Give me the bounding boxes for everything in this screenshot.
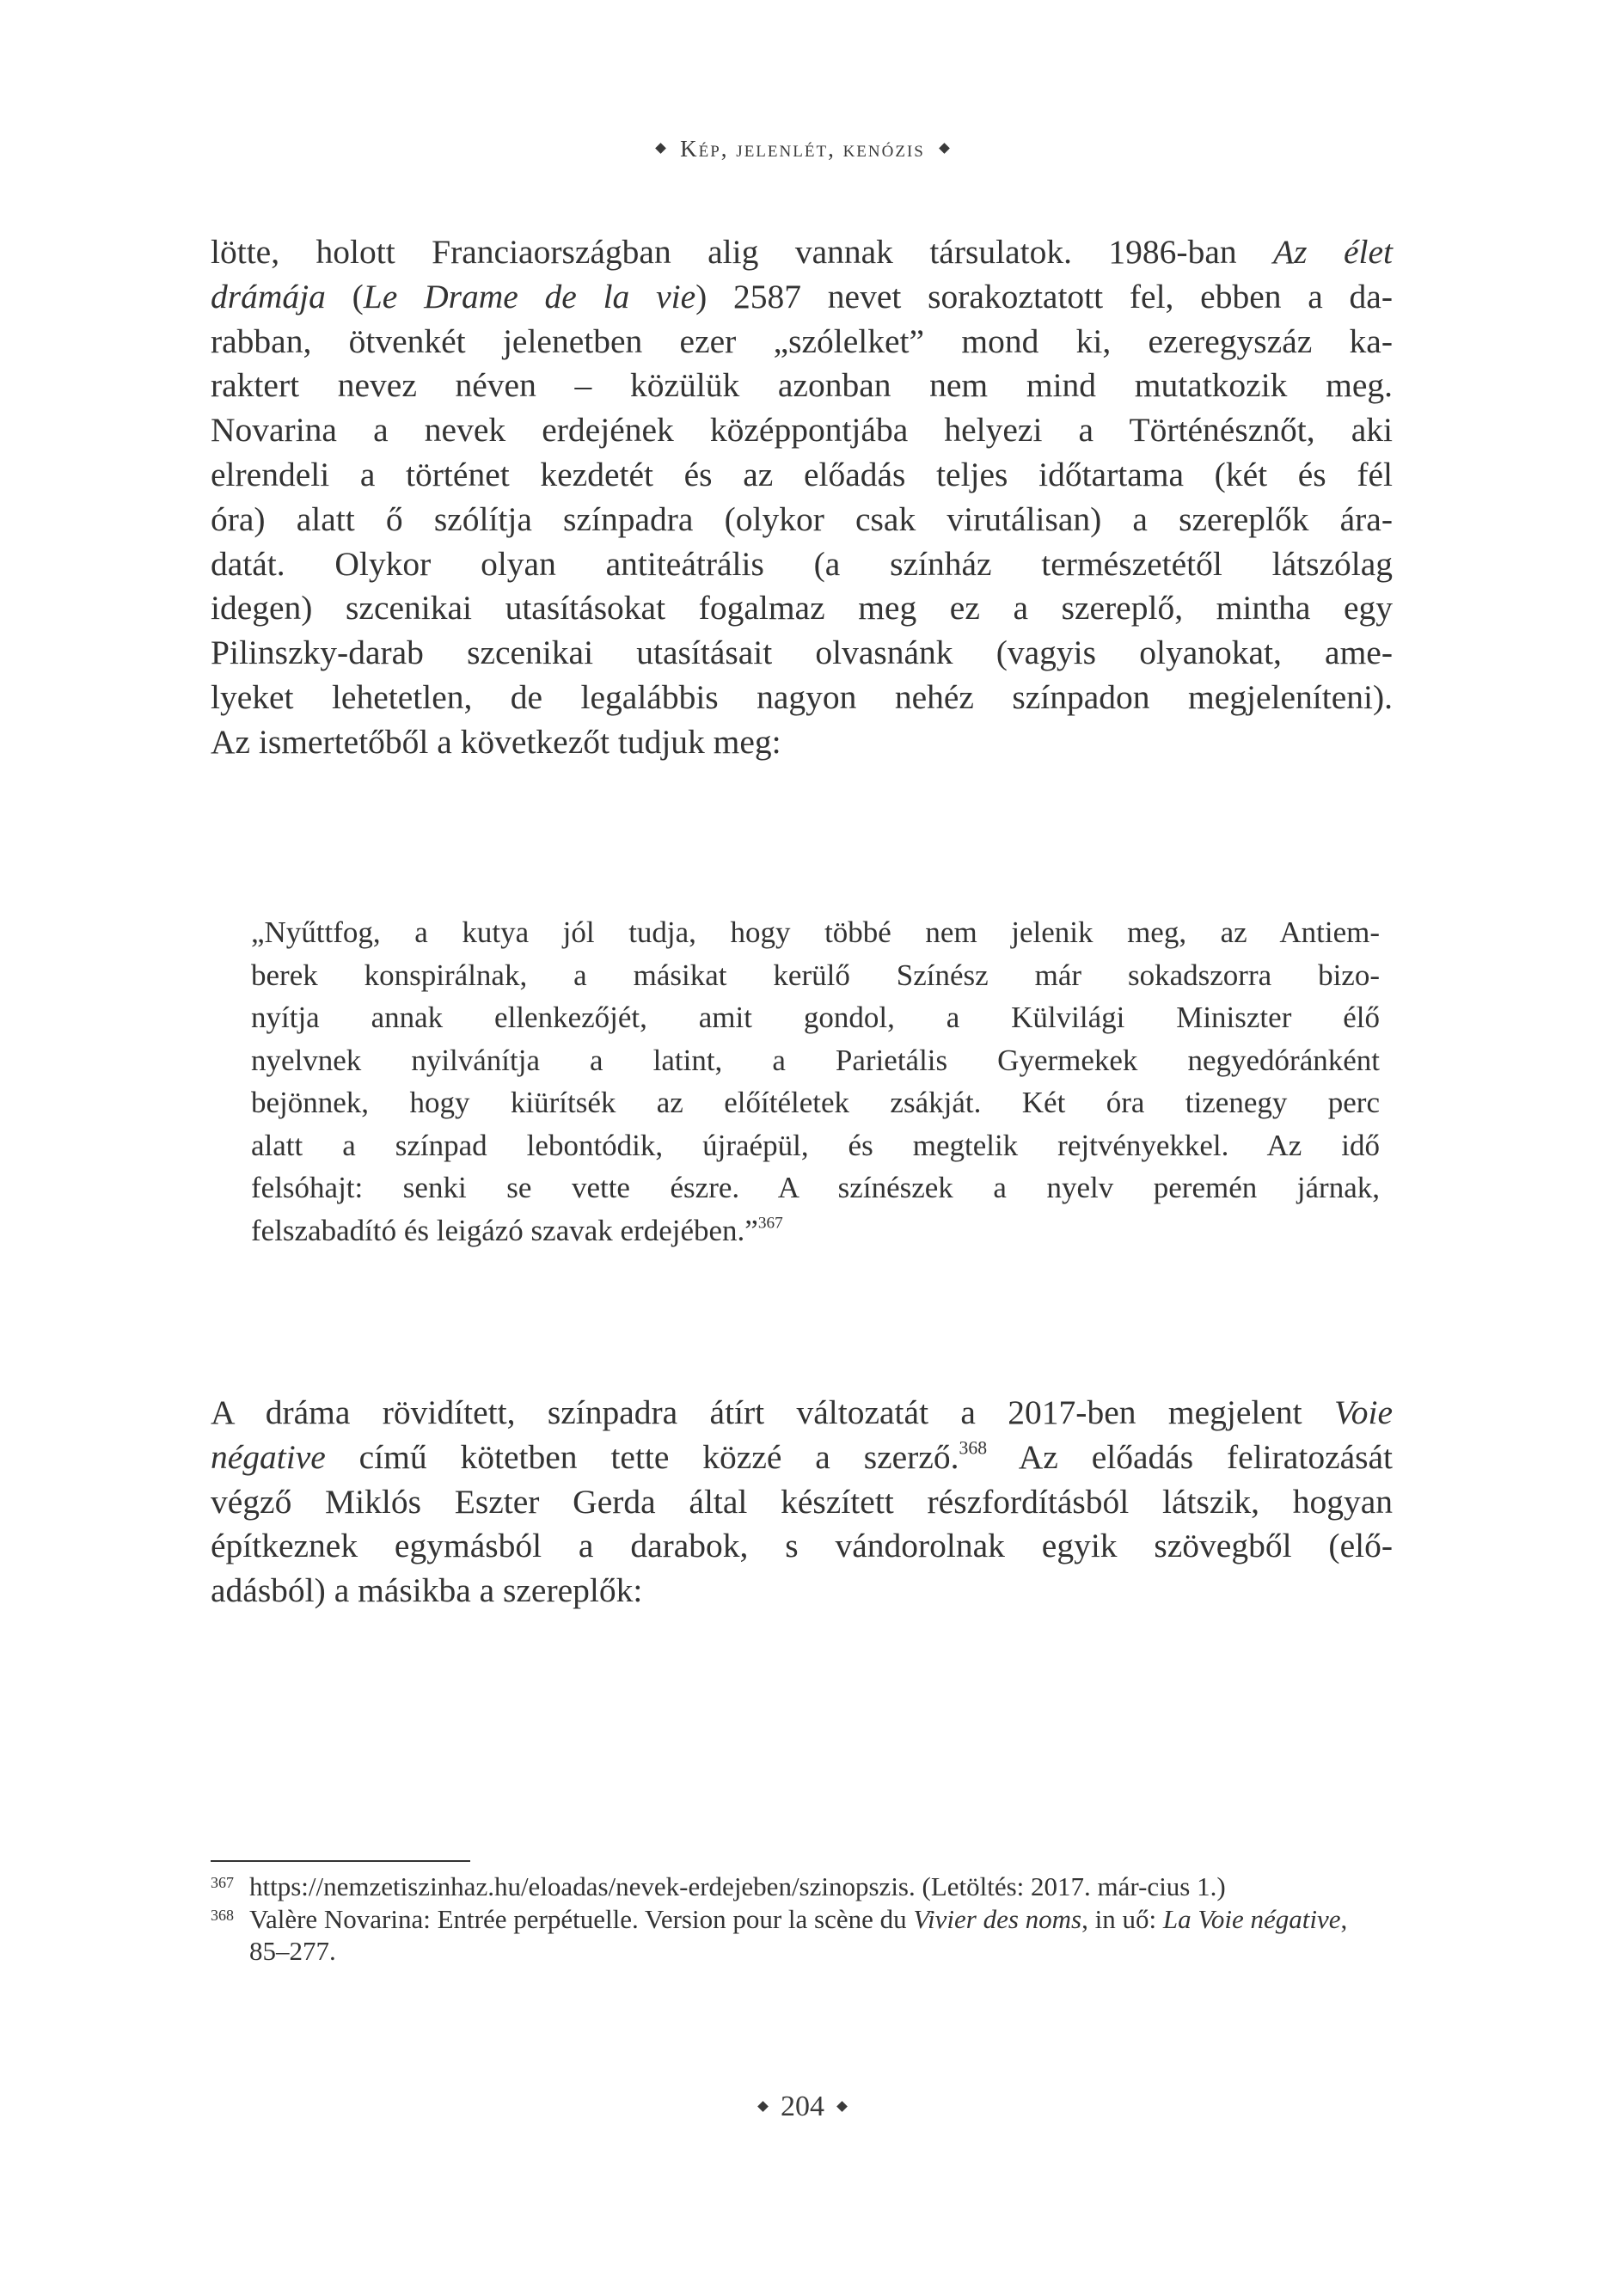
footnote-367 — [211, 1870, 1393, 1903]
text-run: bejönnek, hogy kiürítsék az előítéletek zsákját. Két óra tizenegy perc — [251, 1086, 1380, 1119]
footnotes — [211, 1870, 1393, 1968]
text-run: Valère Novarina: Entrée perpétuelle. Version pour la scène du — [249, 1903, 914, 1934]
text-run: című kötetben tette közzé a szerző. — [325, 1437, 959, 1476]
text-run: Pilinszky-darab szcenikai utasításait olvasnánk (vagyis olyanokat, ame- — [211, 634, 1393, 672]
italic-text: La Voie négative — [1162, 1903, 1341, 1934]
text-line — [211, 364, 1393, 408]
diamond-ornament-icon — [757, 2101, 769, 2112]
quote-line — [251, 996, 1380, 1039]
main-paragraph-2 — [211, 1391, 1393, 1613]
quote-line — [251, 954, 1380, 997]
italic-text: Vivier des noms — [913, 1903, 1082, 1934]
main-paragraph-1 — [211, 230, 1393, 765]
text-line — [211, 230, 1393, 275]
text-run: elrendeli a történet kezdetét és az előadás teljes időtartama (két és fél — [211, 455, 1393, 493]
text-line — [211, 1391, 1393, 1436]
text-run: óra) alatt ő szólítja színpadra (olykor csak virutálisan) a szereplők ára- — [211, 499, 1393, 538]
text-line — [211, 1569, 1393, 1613]
text-line — [211, 408, 1393, 453]
footnote-number: 368 — [211, 1906, 234, 1924]
text-run: berek konspirálnak, a másikat kerülő Színész már sokadszorra bizo- — [251, 958, 1380, 992]
footnote-368 — [211, 1903, 1393, 1968]
text-run: nyelvnek nyilvánítja a latint, a Parietális Gyermekek negyedóránként — [251, 1043, 1380, 1077]
text-line — [211, 1480, 1393, 1525]
diamond-ornament-icon — [836, 2101, 848, 2112]
italic-text: Az élet — [1273, 233, 1394, 271]
footnote-text — [249, 1904, 1347, 1967]
text-line — [211, 320, 1393, 364]
footnote-number: 367 — [211, 1874, 234, 1891]
diamond-ornament-icon — [939, 143, 950, 154]
block-quote-body — [251, 911, 1380, 1252]
text-run: , in uő: — [1081, 1903, 1163, 1934]
text-run: datát. Olykor olyan antiteátrális (a színház természetétől látszólag — [211, 544, 1393, 583]
text-line — [211, 676, 1393, 720]
text-line — [211, 1524, 1393, 1569]
text-run: idegen) szcenikai utasításokat fogalmaz meg ez a szereplő, mintha egy — [211, 589, 1393, 628]
quote-line — [251, 911, 1380, 954]
italic-text: Le Drame de la vie — [363, 277, 696, 315]
text-line — [211, 498, 1393, 542]
text-run: https://nemzetiszinhaz.hu/eloadas/nevek-erdejeben/szinopszis. (Letöltés: 2017. már-cius 1.) — [249, 1871, 1226, 1901]
italic-text: négative — [211, 1437, 326, 1476]
text-run: adásból) a másikba a szereplők: — [211, 1571, 643, 1610]
text-line — [211, 631, 1393, 676]
text-run: Novarina a nevek erdejének középpontjába helyezi a Történésznőt, aki — [211, 411, 1393, 450]
quote-line — [251, 1166, 1380, 1209]
quote-line — [251, 1039, 1380, 1082]
text-run: ) 2587 nevet sorakoztatott fel, ebben a da- — [695, 277, 1393, 315]
page-number-value: 204 — [781, 2091, 824, 2122]
text-run: , 85–277. — [249, 1903, 1348, 1966]
text-line — [211, 720, 1393, 765]
block-quote — [251, 911, 1380, 1252]
text-run: végző Miklós Eszter Gerda által készített részfordításból látszik, hogyan — [211, 1482, 1393, 1521]
text-run: nyítja annak ellenkezőjét, amit gondol, a Külvilági Miniszter élő — [251, 1001, 1380, 1034]
text-run: rabban, ötvenkét jelenetben ezer „szólelket” mond ki, ezeregyszáz ka- — [211, 321, 1393, 360]
text-line — [211, 1436, 1393, 1480]
quote-line — [251, 1209, 1380, 1252]
running-head — [0, 136, 1605, 162]
diamond-ornament-icon — [655, 143, 666, 154]
text-run: „Nyűttfog, a kutya jól tudja, hogy többé nem jelenik meg, az Antiem- — [251, 915, 1380, 949]
text-run: lyeket lehetetlen, de legalábbis nagyon nehéz színpadon megjeleníteni). — [211, 677, 1393, 716]
running-head-title: Kép, jelenlét, kenózis — [680, 136, 925, 162]
footnote-reference: 368 — [959, 1437, 988, 1459]
footnote-divider — [211, 1860, 470, 1862]
text-run: Az előadás feliratozását — [987, 1437, 1394, 1476]
text-run: lötte, holott Franciaországban alig vannak társulatok. 1986-ban — [211, 233, 1274, 271]
text-line — [211, 453, 1393, 498]
quote-line — [251, 1081, 1380, 1124]
italic-text: Voie — [1333, 1393, 1393, 1431]
text-run: alatt a színpad lebontódik, újraépül, és megtelik rejtvényekkel. Az idő — [251, 1128, 1380, 1162]
text-run: Az ismertetőből a következőt tudjuk meg: — [211, 722, 781, 761]
text-run: építkeznek egymásból a darabok, s vándorolnak egyik szövegből (elő- — [211, 1527, 1393, 1565]
text-run: A dráma rövidített, színpadra átírt változatát a 2017-ben megjelent — [211, 1393, 1334, 1431]
footnote-text — [249, 1871, 1226, 1901]
italic-text: drámája — [211, 277, 326, 315]
text-run: felszabadító és leigázó szavak erdejében.” — [251, 1213, 758, 1247]
page-number — [0, 2091, 1605, 2123]
text-line — [211, 542, 1393, 587]
text-run: felsóhajt: senki se vette észre. A színészek a nyelv peremén járnak, — [251, 1171, 1380, 1204]
quote-line — [251, 1124, 1380, 1167]
text-line — [211, 586, 1393, 631]
text-run: ( — [325, 277, 364, 315]
text-line — [211, 275, 1393, 320]
footnote-reference: 367 — [757, 1214, 783, 1233]
text-run: raktert nevez néven – közülük azonban nem mind mutatkozik meg. — [211, 366, 1393, 405]
